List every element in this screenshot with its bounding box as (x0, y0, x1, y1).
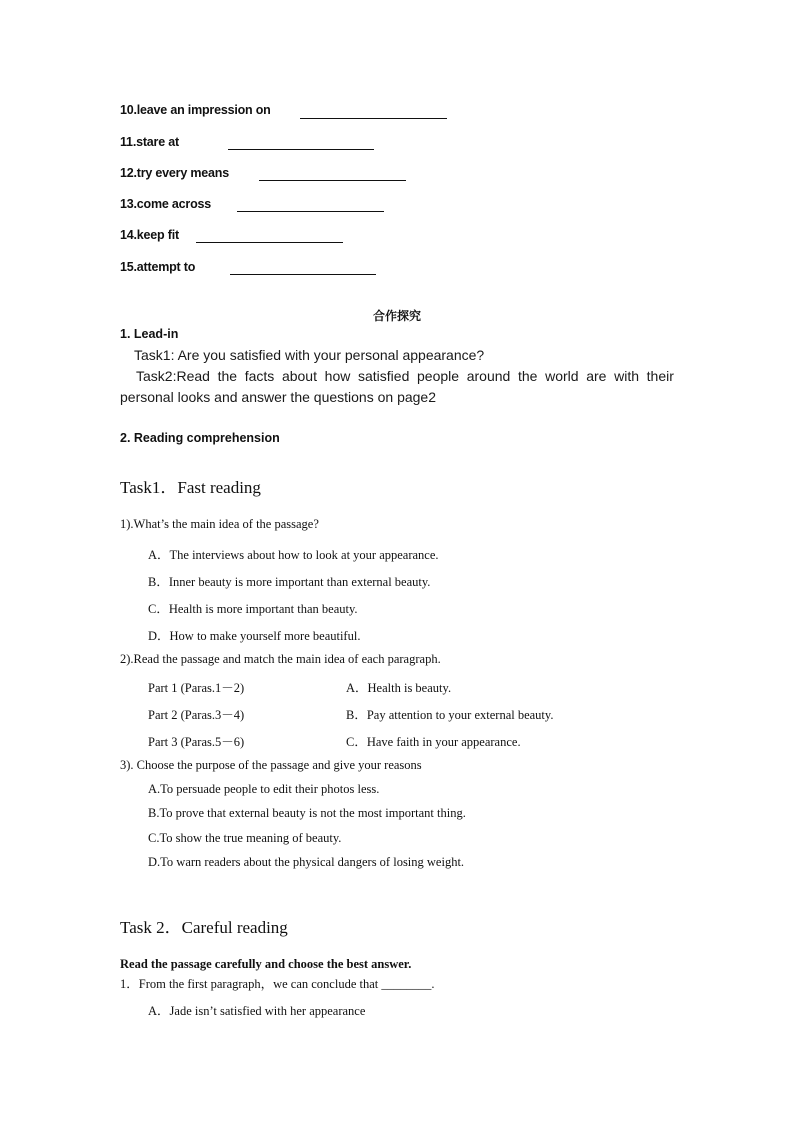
q2-question: 2).Read the passage and match the main idea of each paragraph. (120, 652, 441, 666)
task2-q1-option-a[interactable]: A．Jade isn’t satisfied with her appearance (148, 1004, 366, 1018)
lead-in-task1: Task1: Are you satisfied with your personal appearance? (134, 347, 485, 363)
q1-option-a[interactable]: A．The interviews about how to look at your appearance. (148, 548, 439, 562)
task2-title: Task 2．Careful reading (120, 918, 288, 937)
vocab-item-13: 13.come across (120, 197, 212, 211)
q3-option-d[interactable]: D.To warn readers about the physical dangers of losing weight. (148, 855, 465, 869)
vocab-item-14: 14.keep fit (120, 228, 179, 242)
lead-in-task2-line1: Task2:Read the facts about how satisfied people around the world are with their (136, 368, 674, 384)
vocab-item-15: 15.attempt to (120, 260, 196, 274)
answer-blank-15[interactable] (230, 274, 376, 275)
task2-instruction: Read the passage carefully and choose the best answer. (120, 957, 412, 971)
task1-title: Task1．Fast reading (120, 478, 261, 497)
q3-question: 3). Choose the purpose of the passage and give your reasons (120, 758, 422, 772)
answer-blank-10[interactable] (300, 118, 447, 119)
reading-heading: 2. Reading comprehension (120, 431, 280, 445)
q3-option-c[interactable]: C.To show the true meaning of beauty. (148, 831, 342, 845)
answer-blank-11[interactable] (228, 149, 374, 150)
q2-part-1: Part 1 (Paras.1－2) (148, 681, 245, 695)
q3-option-b[interactable]: B.To prove that external beauty is not the most important thing. (148, 806, 466, 820)
answer-blank-14[interactable] (196, 242, 343, 243)
q2-idea-b[interactable]: B．Pay attention to your external beauty. (346, 708, 554, 722)
q2-idea-c[interactable]: C．Have faith in your appearance. (346, 735, 521, 749)
answer-blank-12[interactable] (259, 180, 406, 181)
q2-part-3: Part 3 (Paras.5－6) (148, 735, 245, 749)
section-title: 合作探究 (372, 309, 421, 323)
q1-question: 1).What’s the main idea of the passage? (120, 517, 319, 531)
task2-q1-question: 1．From the first paragraph，we can conclude that ________. (120, 977, 435, 991)
vocab-item-10: 10.leave an impression on (120, 103, 271, 117)
q1-option-c[interactable]: C．Health is more important than beauty. (148, 602, 358, 616)
q3-option-a[interactable]: A.To persuade people to edit their photos less. (148, 782, 380, 796)
lead-in-heading: 1. Lead-in (120, 327, 179, 341)
vocab-item-11: 11.stare at (120, 135, 179, 149)
vocab-item-12: 12.try every means (120, 166, 229, 180)
q2-idea-a[interactable]: A．Health is beauty. (346, 681, 452, 695)
lead-in-task2-line2: personal looks and answer the questions on page2 (120, 389, 436, 405)
answer-blank-13[interactable] (237, 211, 384, 212)
q2-part-2: Part 2 (Paras.3－4) (148, 708, 245, 722)
q1-option-b[interactable]: B．Inner beauty is more important than external beauty. (148, 575, 431, 589)
q1-option-d[interactable]: D．How to make yourself more beautiful. (148, 629, 361, 643)
